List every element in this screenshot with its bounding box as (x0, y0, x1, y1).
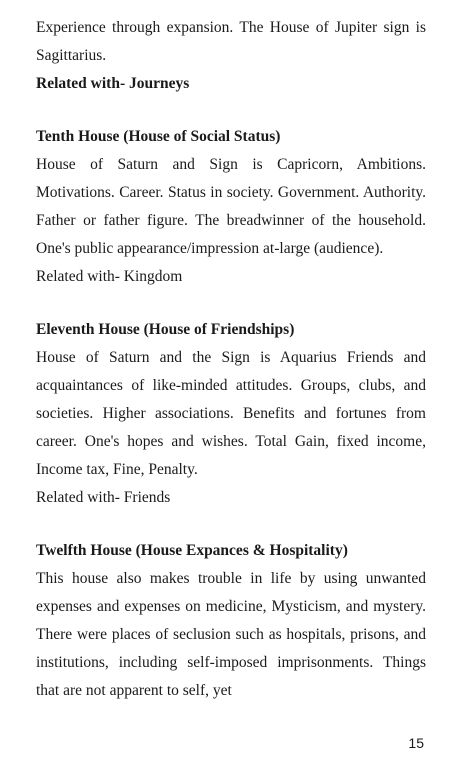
section-heading: Twelfth House (House Expances & Hospitality) (36, 542, 348, 559)
section-eleventh-house (36, 316, 426, 512)
section-related: Related with- Friends (36, 489, 171, 506)
section-twelfth-house (36, 537, 426, 705)
intro-related: Related with- Journeys (36, 75, 190, 92)
section-related: Related with- Kingdom (36, 268, 183, 285)
page-content (36, 14, 426, 705)
section-body: House of Saturn and Sign is Capricorn, Ambitions. Motivations. Career. Status in society. Government. Authority. Father or father figure. The breadwinner of the household. One's public appearance/impression at-large (audience). (36, 156, 426, 257)
intro-paragraph: Experience through expansion. The House of Jupiter sign is Sagittarius. (36, 19, 426, 64)
section-heading: Eleventh House (House of Friendships) (36, 321, 295, 338)
section-heading: Tenth House (House of Social Status) (36, 128, 281, 145)
section-body: House of Saturn and the Sign is Aquarius Friends and acquaintances of like-minded attitudes. Groups, clubs, and societies. Higher associations. Benefits and fortunes from career. One's hopes and wishes. Total Gain, fixed income, Income tax, Fine, Penalty. (36, 349, 426, 478)
section-body: This house also makes trouble in life by using unwanted expenses and expenses on medicine, Mysticism, and mystery. There were places of seclusion such as hospitals, prisons, and institutions, including self-imposed imprisonments. Things that are not apparent to self, yet (36, 570, 426, 699)
section-tenth-house (36, 123, 426, 291)
page-number: 15 (408, 735, 424, 751)
